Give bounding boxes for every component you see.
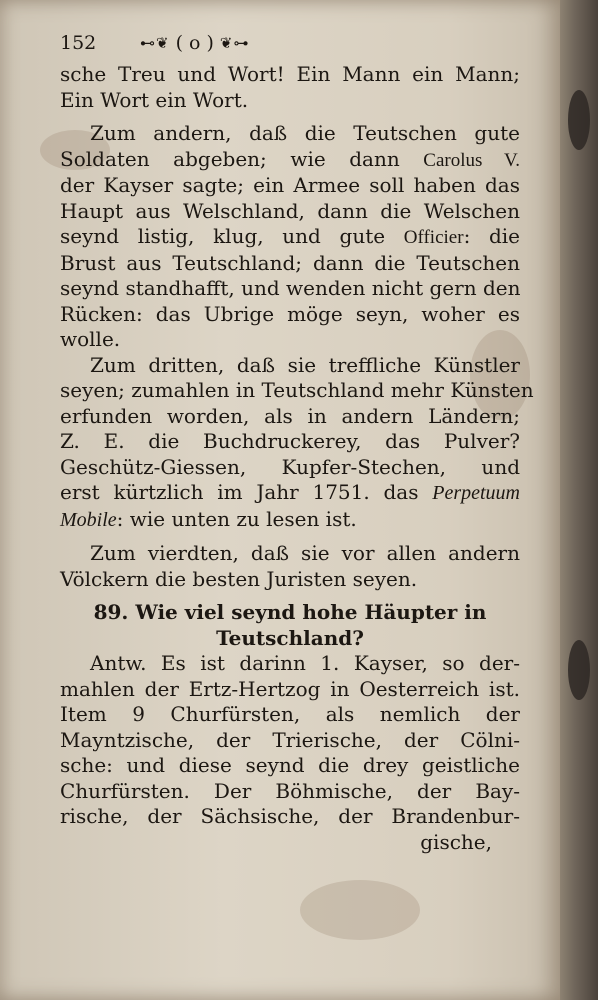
page-text xyxy=(60,30,534,855)
text-span: : wie unten zu lesen ist. xyxy=(116,506,357,531)
signature-mark: ( o ) xyxy=(175,32,214,55)
text-line: Item 9 Churfürsten, als nemlich der xyxy=(60,702,520,726)
book-gutter xyxy=(560,0,598,1000)
text-line: Zum dritten, daß sie treffliche Künstler xyxy=(90,352,520,377)
paragraph-zum-andern xyxy=(60,121,520,353)
text-line: seyen; zumahlen in Teutschland mehr Künsten xyxy=(60,378,534,402)
text-span: seynd listig, klug, und gute xyxy=(60,224,386,248)
text-line: Zum andern, daß die Teutschen gute xyxy=(90,121,520,145)
text-line xyxy=(60,480,520,507)
text-line: sche: und diese seynd die drey geistliche xyxy=(60,753,520,777)
latin-name: Carolus V. xyxy=(423,149,520,171)
text-span: : die xyxy=(463,224,521,248)
text-line: Ein Wort ein Wort. xyxy=(60,87,249,112)
ink-blot xyxy=(568,90,590,150)
text-line: wolle. xyxy=(60,327,121,351)
text-line xyxy=(60,507,520,534)
text-line: Zum vierdten, daß sie vor allen andern xyxy=(90,541,520,565)
text-line: Geschütz-Giessen, Kupfer-Stechen, und xyxy=(60,454,520,479)
text-line: Brust aus Teutschland; dann die Teutschen xyxy=(60,250,520,275)
text-line: Z. E. die Buchdruckerey, das Pulver? xyxy=(60,429,520,453)
page-header xyxy=(60,30,520,58)
ornament-left: ⊷❦ xyxy=(140,34,170,53)
paragraph-zum-dritten xyxy=(60,352,534,534)
text-line: Rücken: das Ubrige möge seyn, woher es xyxy=(60,301,520,326)
heading-line: 89. Wie viel seynd hohe Häupter in xyxy=(93,600,487,624)
text-line: erfunden worden, als in andern Ländern; xyxy=(60,403,520,428)
text-line: Haupt aus Welschland, dann die Welschen xyxy=(60,198,520,223)
text-line: seynd standhafft, und wenden nicht gern den xyxy=(60,276,521,300)
page-number: 152 xyxy=(60,32,97,55)
catchword: gische, xyxy=(420,829,492,854)
paragraph-antwort xyxy=(60,651,520,855)
ornament-right: ❦⊶ xyxy=(219,34,250,53)
paragraph-zum-vierdten xyxy=(60,541,520,592)
ink-blot xyxy=(568,640,590,700)
latin-word: Officier xyxy=(403,227,464,248)
text-line: Mayntzische, der Trierische, der Cölni- xyxy=(60,727,520,752)
text-line: Churfürsten. Der Böhmische, der Bay- xyxy=(60,778,520,803)
text-span: Soldaten abgeben; wie dann xyxy=(60,146,400,171)
heading-line: Teutschland? xyxy=(216,625,364,650)
text-line: rische, der Sächsische, der Brandenbur- xyxy=(60,804,520,828)
text-line xyxy=(60,147,520,174)
text-line: sche Treu und Wort! Ein Mann ein Mann; xyxy=(60,62,520,86)
text-line: mahlen der Ertz-Hertzog in Oesterreich ist. xyxy=(60,676,520,701)
text-line: Antw. Es ist darinn 1. Kayser, so der- xyxy=(90,651,520,675)
latin-italic: Perpetuum xyxy=(432,482,521,504)
text-line xyxy=(60,224,520,251)
text-line: Völckern die besten Juristen seyen. xyxy=(60,566,418,591)
latin-italic: Mobile xyxy=(60,508,117,531)
text-span: erst kürtzlich im Jahr 1751. das xyxy=(60,480,419,504)
section-heading xyxy=(60,600,520,651)
paper-stain xyxy=(300,880,420,940)
text-line: der Kayser sagte; ein Armee soll haben das xyxy=(60,173,520,197)
